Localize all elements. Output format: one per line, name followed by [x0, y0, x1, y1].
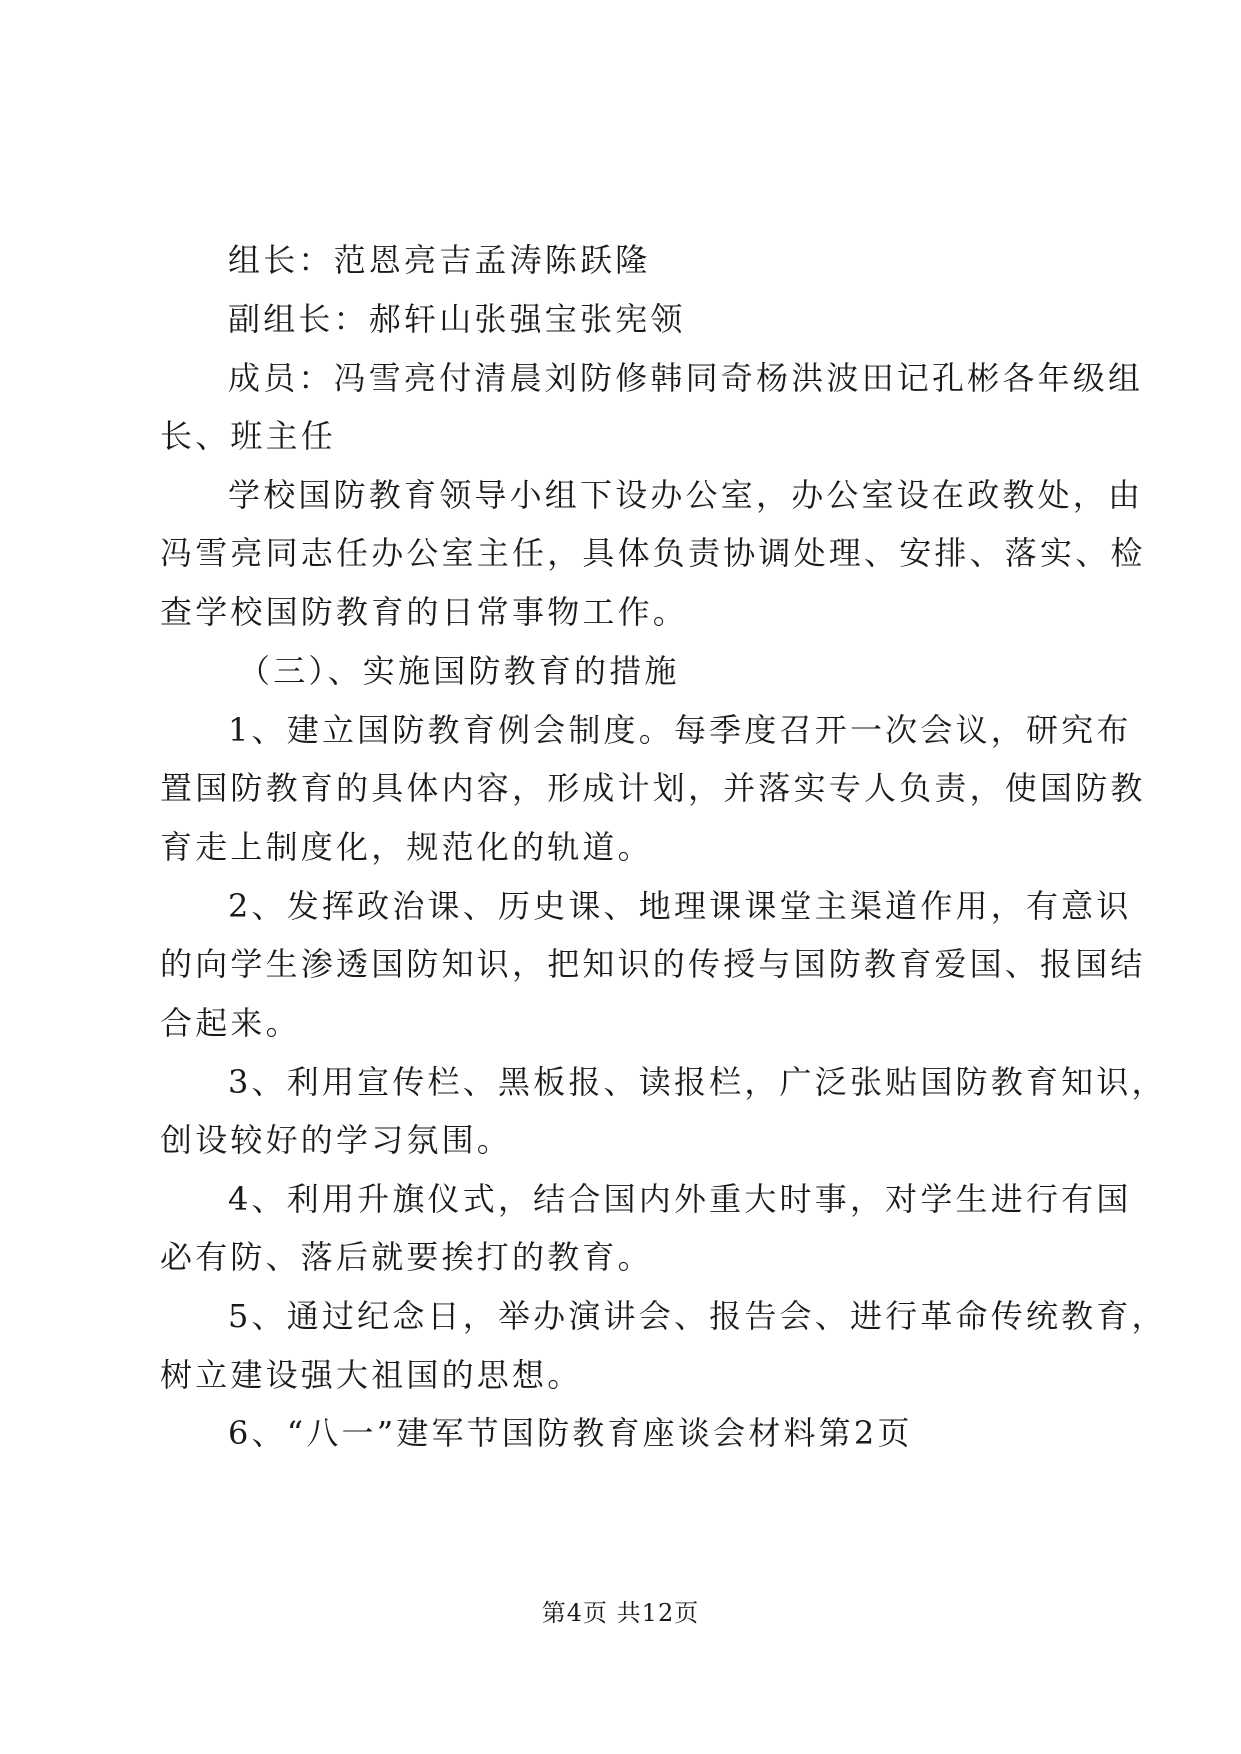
measure-3-line-2: 创设较好的学习氛围。: [160, 1121, 513, 1159]
measure-5-line-2: 树立建设强大祖国的思想。: [160, 1356, 583, 1394]
measure-2-line-2: 的向学生渗透国防知识，把知识的传授与国防教育爱国、报国结: [160, 945, 1146, 983]
group-leader-line: 组长：范恩亮吉孟涛陈跃隆: [228, 241, 651, 279]
members-line-continued: 长、班主任: [160, 417, 337, 455]
office-paragraph-line-3: 查学校国防教育的日常事物工作。: [160, 593, 689, 631]
measure-1-line-3: 育走上制度化，规范化的轨道。: [160, 828, 653, 866]
members-line: 成员：冯雪亮付清晨刘防修韩同奇杨洪波田记孔彬各年级组: [228, 359, 1144, 397]
measure-3-line-1: 3、利用宣传栏、黑板报、读报栏，广泛张贴国防教育知识，: [228, 1063, 1167, 1101]
deputy-leader-line: 副组长：郝轩山张强宝张宪领: [228, 300, 686, 338]
measure-2-line-3: 合起来。: [160, 1004, 301, 1042]
page-footer: 第4页 共12页: [541, 1599, 700, 1627]
measure-2-line-1: 2、发挥政治课、历史课、地理课课堂主渠道作用，有意识: [228, 887, 1132, 925]
measure-5-line-1: 5、通过纪念日，举办演讲会、报告会、进行革命传统教育，: [228, 1297, 1167, 1335]
measure-4-line-2: 必有防、落后就要挨打的教育。: [160, 1238, 653, 1276]
measure-1-line-2: 置国防教育的具体内容，形成计划，并落实专人负责，使国防教: [160, 769, 1146, 807]
office-paragraph-line-2: 冯雪亮同志任办公室主任，具体负责协调处理、安排、落实、检: [160, 534, 1146, 572]
measure-6-line: 6、“八一”建军节国防教育座谈会材料第2页: [228, 1414, 913, 1452]
section-heading: （三）、实施国防教育的措施: [238, 652, 680, 690]
office-paragraph-line-1: 学校国防教育领导小组下设办公室，办公室设在政教处，由: [228, 476, 1144, 514]
measure-1-line-1: 1、建立国防教育例会制度。每季度召开一次会议，研究布: [228, 711, 1132, 749]
measure-4-line-1: 4、利用升旗仪式，结合国内外重大时事，对学生进行有国: [228, 1180, 1132, 1218]
